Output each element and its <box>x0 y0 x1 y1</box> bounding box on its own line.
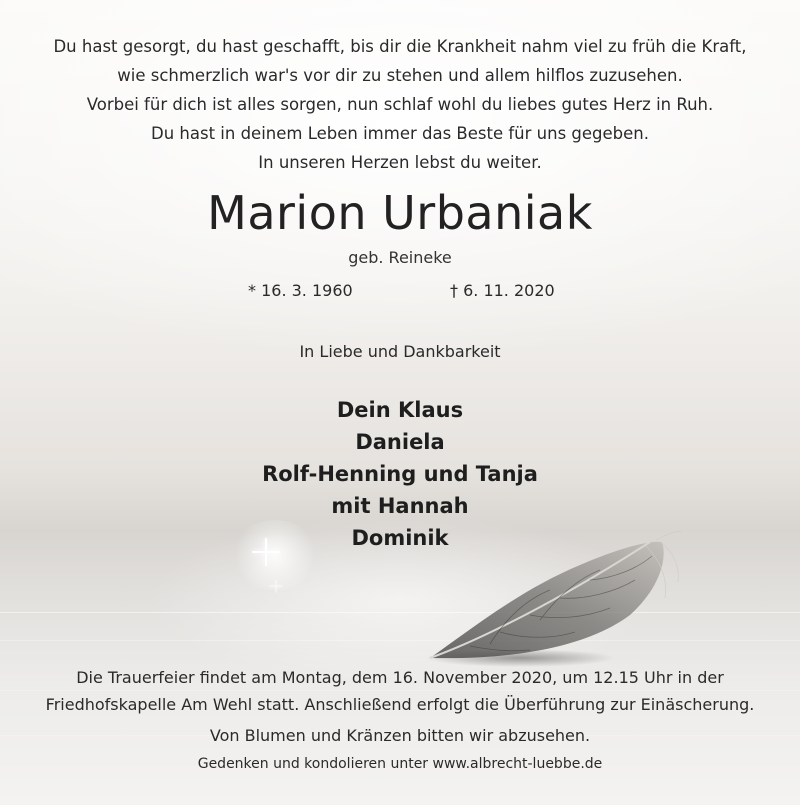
sparkle-icon <box>270 580 283 593</box>
poem-line: Du hast in deinem Leben immer das Beste für uns gegeben. <box>151 124 649 143</box>
family-member: Daniela <box>355 430 445 454</box>
poem-line: Vorbei für dich ist alles sorgen, nun schlaf wohl du liebes gutes Herz in Ruh. <box>86 95 714 114</box>
poem-line: Du hast gesorgt, du hast geschafft, bis dir die Krankheit nahm viel zu früh die Kraft, <box>53 37 747 56</box>
life-dates <box>0 281 800 305</box>
family-member: Rolf-Henning und Tanja <box>262 462 538 486</box>
family-list <box>0 394 800 554</box>
family-member: mit Hannah <box>331 494 469 518</box>
notice-line: Die Trauerfeier findet am Montag, dem 16. November 2020, um 12.15 Uhr in der <box>76 668 724 687</box>
family-member: Dominik <box>351 526 449 550</box>
notice-line: Friedhofskapelle Am Wehl statt. Anschließend erfolgt die Überführung zur Einäscherung. <box>45 695 755 714</box>
poem-line: wie schmerzlich war's vor dir zu stehen und allem hilflos zuzusehen. <box>117 66 683 85</box>
birth-date: * 16. 3. 1960 <box>248 281 353 300</box>
death-date: † 6. 11. 2020 <box>450 281 555 300</box>
condolence-line: Gedenken und kondolieren unter www.albrecht-luebbe.de <box>197 756 603 772</box>
poem <box>0 32 800 177</box>
deceased-name: Marion Urbaniak <box>207 186 593 240</box>
thanks-line: In Liebe und Dankbarkeit <box>299 342 501 361</box>
family-member: Dein Klaus <box>336 398 464 422</box>
flowers-request: Von Blumen und Kränzen bitten wir abzusehen. <box>209 726 591 745</box>
funeral-notice <box>0 664 800 718</box>
birth-name: geb. Reineke <box>348 248 452 267</box>
poem-line: In unseren Herzen lebst du weiter. <box>258 153 542 172</box>
